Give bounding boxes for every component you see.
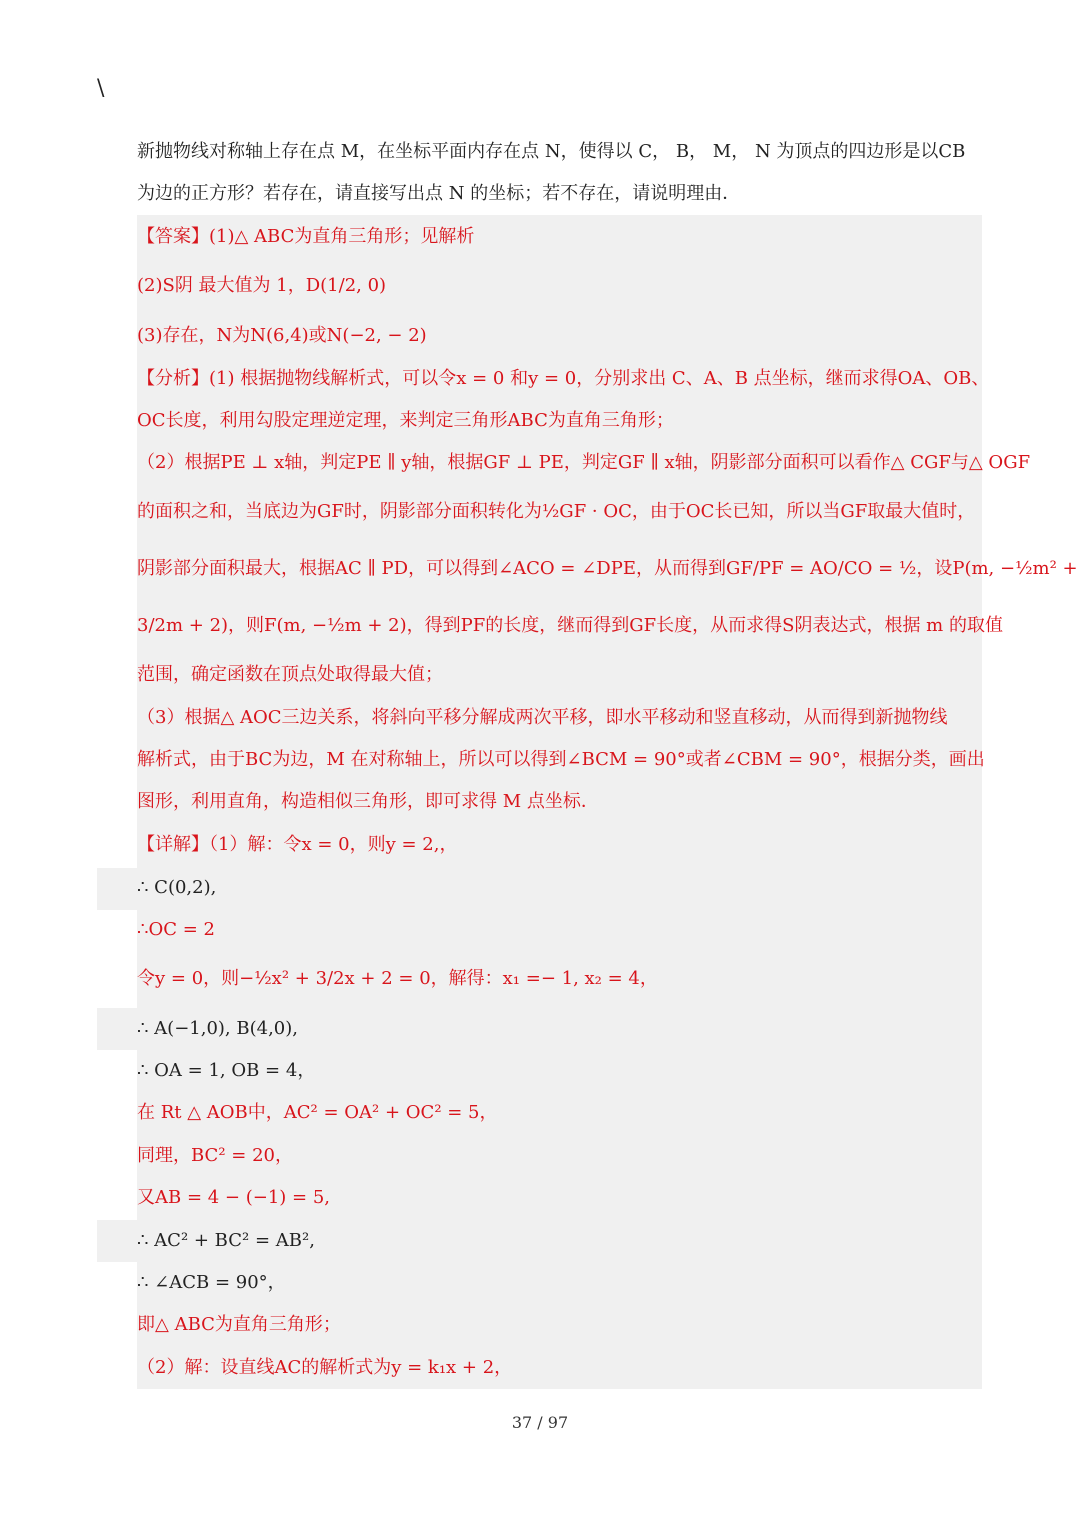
question-line-2: 为边的正方形？若存在，请直接写出点 N 的坐标；若不存在，请说明理由． bbox=[137, 183, 741, 204]
detail-line-4: ∴ A(−1,0), B(4,0), bbox=[137, 1018, 298, 1039]
analysis-3-line-3: 图形，利用直角，构造相似三角形，即可求得 M 点坐标． bbox=[137, 791, 599, 812]
analysis-2-line-5: 范围，确定函数在顶点处取得最大值； bbox=[137, 664, 443, 685]
analysis-1-line-2: OC长度，利用勾股定理逆定理，来判定三角形ABC为直角三角形； bbox=[137, 410, 674, 431]
analysis-3-line-1: （3）根据△ AOC三边关系，将斜向平移分解成两次平移，即水平移动和竖直移动，从而得到新抛物线 bbox=[137, 707, 948, 728]
detail-shade-1 bbox=[97, 868, 982, 910]
detail-line-6: 在 Rt △ AOB中，AC² = OA² + OC² = 5， bbox=[137, 1102, 498, 1123]
detail-line-12: （2）解：设直线AC的解析式为y = k₁x + 2， bbox=[137, 1357, 513, 1378]
analysis-3-line-2: 解析式，由于BC为边，M 在对称轴上，所以可以得到∠BCM = 90°或者∠CBM = 90°，根据分类，画出 bbox=[137, 749, 985, 770]
detail-line-7: 同理，BC² = 20， bbox=[137, 1145, 293, 1166]
detail-line-10: ∴ ∠ACB = 90°， bbox=[137, 1272, 286, 1293]
corner-mark: \ bbox=[97, 76, 105, 101]
analysis-2-line-3: 阴影部分面积最大，根据AC ∥ PD，可以得到∠ACO = ∠DPE，从而得到GF/PF = AO/CO = ½，设P(m, −½m² + bbox=[137, 558, 1078, 579]
detail-line-3: 令y = 0，则−½x² + 3/2x + 2 = 0，解得：x₁ =− 1, x₂ = 4， bbox=[137, 968, 658, 989]
detail-line-8: 又AB = 4 − (−1) = 5, bbox=[137, 1187, 331, 1208]
detail-line-2: ∴OC = 2 bbox=[137, 919, 215, 940]
answer-1: 【答案】(1)△ ABC为直角三角形；见解析 bbox=[137, 226, 475, 247]
detail-line-1: ∴ C(0,2), bbox=[137, 877, 217, 898]
page-number: 37 / 97 bbox=[511, 1413, 569, 1432]
detail-line-5: ∴ OA = 1, OB = 4， bbox=[137, 1060, 316, 1081]
answer-3: (3)存在，N为N(6,4)或N(−2, − 2) bbox=[137, 325, 427, 346]
detail-line-11: 即△ ABC为直角三角形； bbox=[137, 1314, 341, 1335]
detail-line-9: ∴ AC² + BC² = AB², bbox=[137, 1230, 315, 1251]
analysis-2-line-1: （2）根据PE ⊥ x轴，判定PE ∥ y轴，根据GF ⊥ PE，判定GF ∥ x轴，阴影部分面积可以看作△ CGF与△ OGF bbox=[137, 452, 1031, 473]
analysis-2-line-4: 3/2m + 2)，则F(m, −½m + 2)，得到PF的长度，继而得到GF长度，从而求得S阴表达式，根据 m 的取值 bbox=[137, 615, 1003, 636]
analysis-1-line-1: 【分析】(1) 根据抛物线解析式，可以令x = 0 和y = 0，分别求出 C、A、B 点坐标，继而求得OA、OB、 bbox=[137, 368, 990, 389]
analysis-2-line-2: 的面积之和，当底边为GF时，阴影部分面积转化为½GF · OC，由于OC长已知，所以当GF取最大值时， bbox=[137, 501, 976, 522]
answer-2: (2)S阴 最大值为 1，D(1/2, 0) bbox=[137, 275, 387, 296]
detail-line-0: 【详解】（1）解：令x = 0，则y = 2,， bbox=[137, 834, 458, 855]
question-line-1: 新抛物线对称轴上存在点 M，在坐标平面内存在点 N，使得以 C， B， M， N 为顶点的四边形是以CB bbox=[137, 141, 966, 162]
